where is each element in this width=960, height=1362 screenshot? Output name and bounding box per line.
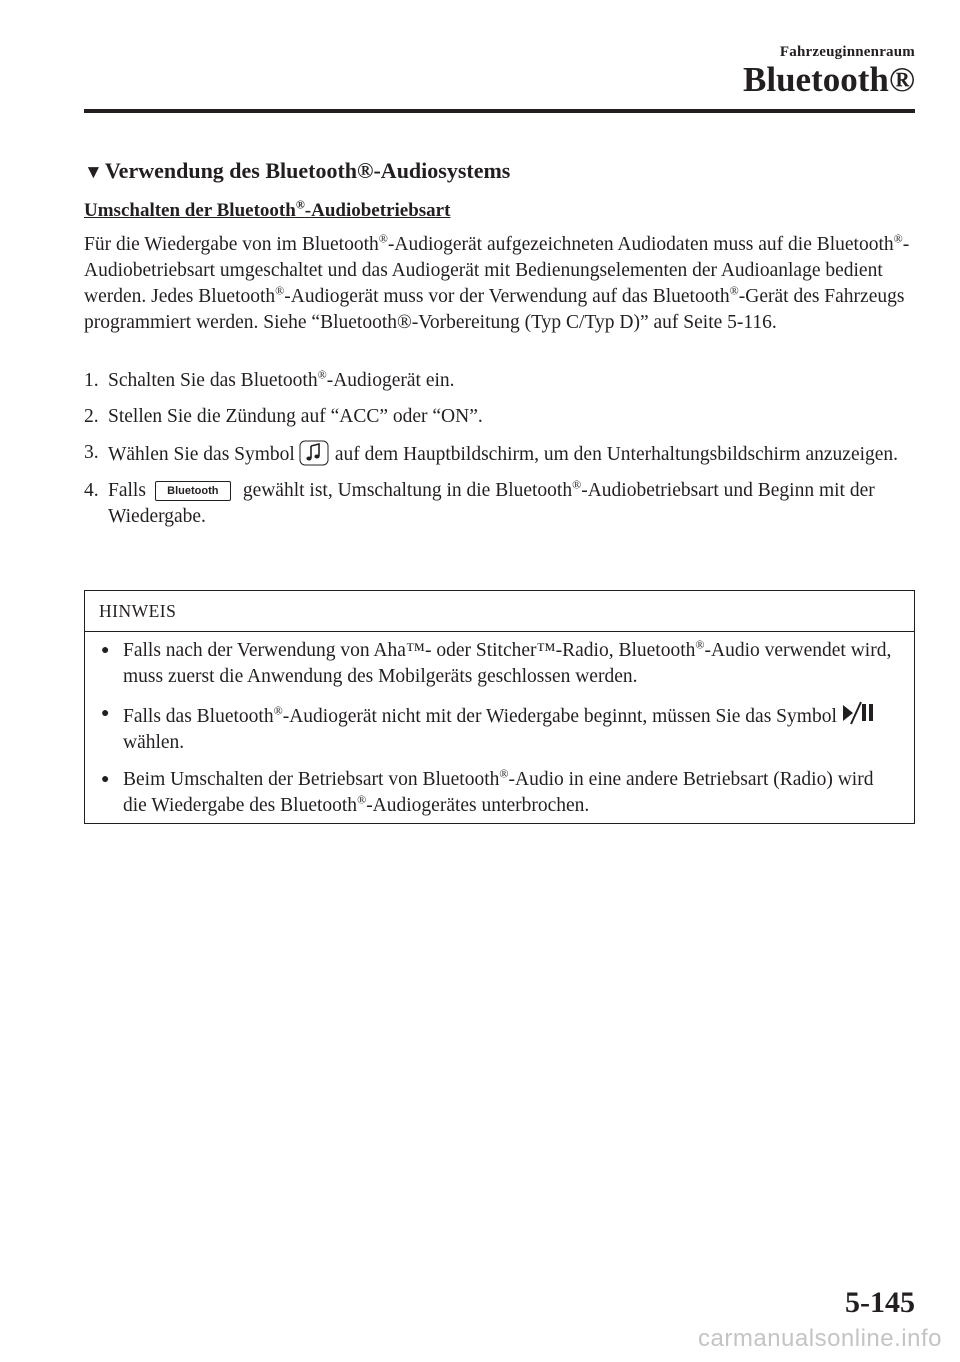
triangle-down-icon: ▼ bbox=[84, 162, 103, 183]
note-list bbox=[85, 632, 914, 819]
step-text: gewählt ist, Umschaltung in die Bluetooth bbox=[242, 480, 573, 501]
intro-text-2: -Audiogerät aufgezeichneten Audiodaten muss auf die Bluetooth bbox=[387, 234, 894, 255]
bullet-icon: ● bbox=[101, 643, 110, 658]
registered-mark: ® bbox=[729, 283, 739, 298]
registered-mark: ® bbox=[378, 231, 388, 246]
step-item bbox=[84, 368, 920, 394]
registered-mark: ® bbox=[572, 477, 582, 492]
play-pause-icon bbox=[839, 701, 875, 725]
step-text: -Audiobetriebsart und Beginn mit der Wiedergabe. bbox=[108, 480, 875, 527]
bullet-icon: ● bbox=[101, 772, 110, 787]
bluetooth-button-icon: Bluetooth bbox=[155, 481, 231, 501]
registered-mark: ® bbox=[499, 766, 509, 781]
step-text: Schalten Sie das Bluetooth bbox=[108, 370, 318, 391]
note-text: -Audio verwendet wird, muss zuerst die Anwendung des Mobilgeräts geschlossen werden. bbox=[123, 640, 892, 687]
note-text: Falls das Bluetooth bbox=[123, 706, 274, 727]
intro-text-5: -Gerät des Fahrzeugs programmiert werden. Siehe “Bluetooth®-Vorbereitung (Typ C/Typ D)” auf Seite 5-116. bbox=[84, 286, 905, 333]
registered-mark: ® bbox=[295, 197, 305, 212]
step-item bbox=[84, 440, 920, 468]
note-text: Falls nach der Verwendung von Aha™- oder Stitcher™-Radio, Bluetooth bbox=[123, 640, 696, 661]
page-number: 5-145 bbox=[845, 1286, 915, 1319]
subheading-text-pre: Umschalten der Bluetooth bbox=[84, 200, 296, 221]
registered-mark: ® bbox=[273, 703, 283, 718]
step-number: 4. bbox=[84, 480, 99, 501]
step-item bbox=[84, 478, 920, 530]
intro-paragraph bbox=[84, 232, 920, 336]
intro-text-3: -Audiobetriebsart umgeschaltet und das Audiogerät mit Bedienungselementen der Audioanlage bedient werden. Jedes Bluetooth bbox=[84, 234, 910, 307]
step-list bbox=[84, 368, 920, 540]
note-item bbox=[99, 767, 900, 819]
header-rule bbox=[84, 109, 915, 113]
note-text: -Audio in eine andere Betriebsart (Radio) wird die Wiedergabe des Bluetooth bbox=[123, 769, 874, 816]
step-text: Stellen Sie die Zündung auf “ACC” oder “ON”. bbox=[108, 406, 483, 427]
registered-mark: ® bbox=[317, 367, 327, 382]
note-item bbox=[99, 701, 900, 756]
music-note-icon bbox=[299, 440, 329, 466]
registered-mark: ® bbox=[357, 792, 367, 807]
step-number: 3. bbox=[84, 442, 99, 463]
section-title bbox=[84, 158, 510, 184]
step-item bbox=[84, 404, 920, 430]
step-text: auf dem Hauptbildschirm, um den Unterhaltungsbildschirm anzuzeigen. bbox=[334, 444, 899, 465]
note-heading: HINWEIS bbox=[85, 591, 914, 632]
bullet-icon: ● bbox=[101, 706, 110, 721]
registered-mark: ® bbox=[695, 637, 705, 652]
registered-mark: ® bbox=[275, 283, 285, 298]
note-text: -Audiogerät nicht mit der Wiedergabe beginnt, müssen Sie das Symbol bbox=[282, 706, 837, 727]
note-box bbox=[84, 590, 915, 824]
step-text: Falls bbox=[108, 480, 146, 501]
step-number: 1. bbox=[84, 370, 99, 391]
subheading bbox=[84, 197, 451, 222]
watermark: carmanualsonline.info bbox=[698, 1325, 942, 1352]
section-title-text: Verwendung des Bluetooth®-Audiosystems bbox=[104, 158, 511, 183]
running-header-section: Fahrzeuginnenraum bbox=[779, 44, 915, 60]
step-text: -Audiogerät ein. bbox=[326, 370, 455, 391]
note-text: wählen. bbox=[123, 732, 185, 753]
intro-text-4: -Audiogerät muss vor der Verwendung auf das Bluetooth bbox=[284, 286, 730, 307]
note-text: Beim Umschalten der Betriebsart von Bluetooth bbox=[123, 769, 500, 790]
subheading-text-post: -Audiobetriebsart bbox=[304, 200, 451, 221]
note-text: -Audiogerätes unterbrochen. bbox=[366, 795, 590, 816]
running-header-title: Bluetooth® bbox=[743, 60, 915, 99]
step-number: 2. bbox=[84, 406, 99, 427]
registered-mark: ® bbox=[893, 231, 903, 246]
step-text: Wählen Sie das Symbol bbox=[108, 444, 295, 465]
intro-text-1: Für die Wiedergabe von im Bluetooth bbox=[84, 234, 379, 255]
note-item bbox=[99, 638, 900, 690]
